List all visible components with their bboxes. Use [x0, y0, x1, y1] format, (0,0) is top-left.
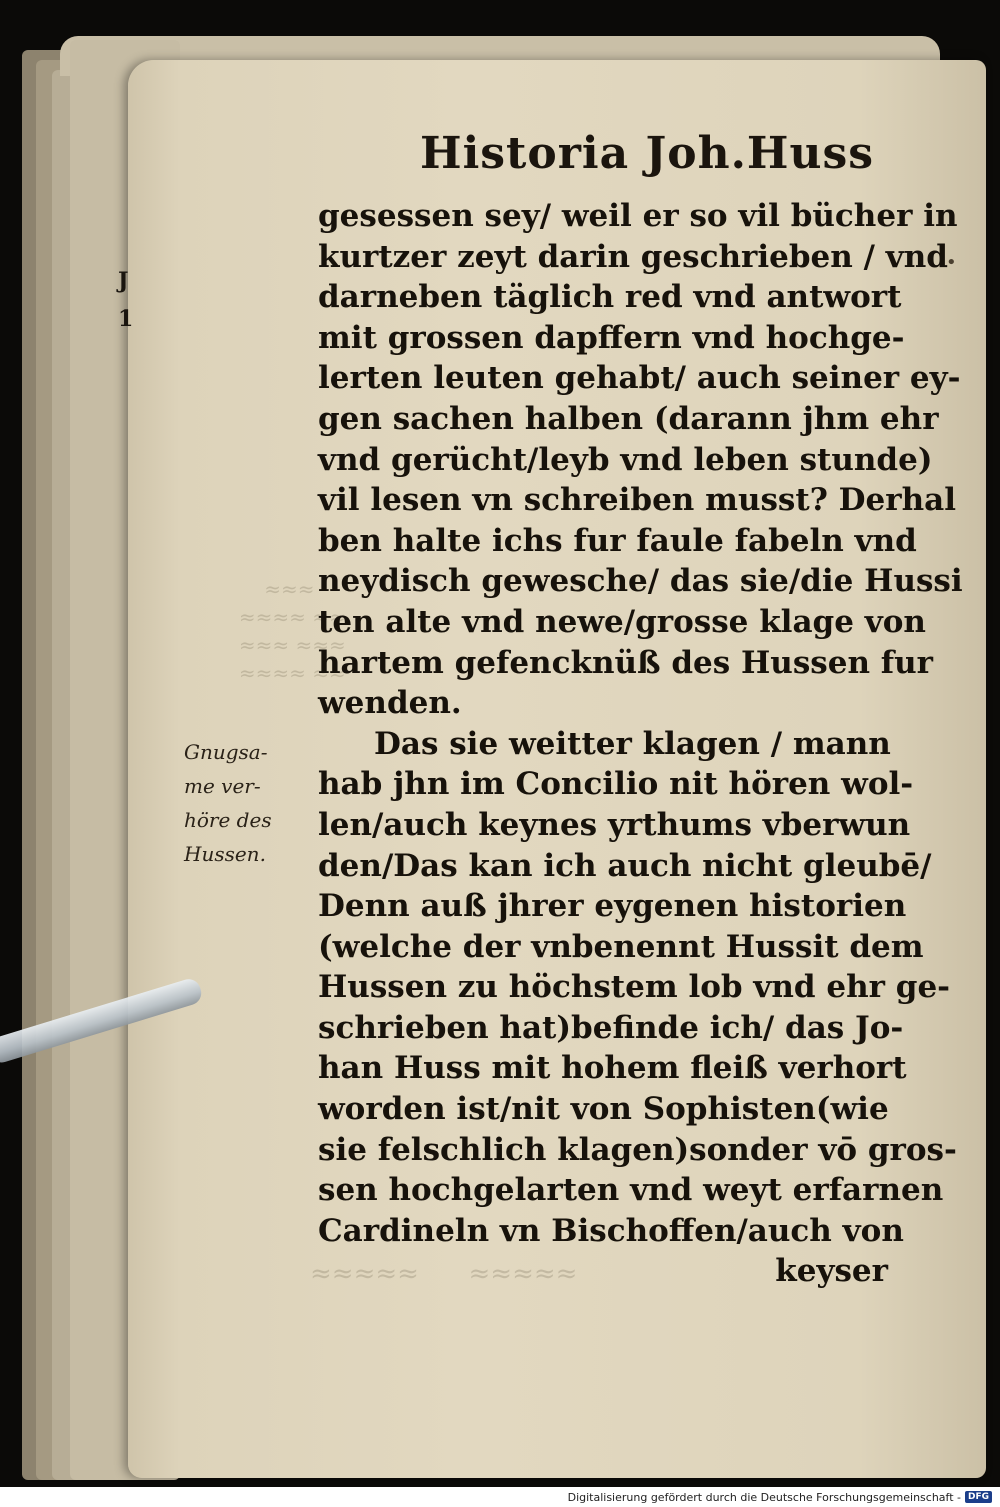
text-line: mit grossen dapffern vnd hochge- — [318, 319, 905, 356]
text-line: worden ist/nit von Sophisten(wie — [318, 1091, 889, 1128]
ink-dot: • — [946, 252, 957, 273]
text-line: Denn auß jhrer eygenen historien — [318, 888, 907, 925]
text-line: sie felschlich klagen)sonder vō gros- — [318, 1131, 957, 1168]
previous-page-marks: J 1 — [118, 268, 134, 332]
text-line: gen sachen halben (darann jhm ehr — [318, 400, 939, 437]
marginal-note-line: Gnugsa- — [184, 740, 268, 764]
text-line: han Huss mit hohem fleiß verhort — [318, 1050, 907, 1087]
text-line: len/auch keynes yrthums vberwun — [318, 806, 911, 843]
digitization-footer — [0, 1487, 1000, 1507]
text-line: Cardineln vn Bischoffen/auch von — [318, 1212, 904, 1249]
text-line: schrieben hat)befinde ich/ das Jo- — [318, 1009, 904, 1046]
bleed-through: ≈≈≈ ≈≈≈≈ ≈≈ ≈≈≈ ≈≈≈ ≈≈≈≈ ≈≈ — [238, 577, 346, 685]
text-line: kurtzer zeyt darin geschrieben / vnd — [318, 238, 948, 275]
text-line: neydisch gewesche/ das sie/die Hussi — [318, 563, 963, 600]
text-line: Das sie weitter klagen / mann — [374, 725, 891, 762]
text-line: gesessen sey/ weil er so vil bücher in — [318, 198, 958, 234]
text-line: wenden. — [318, 685, 462, 722]
marginal-note-line: me ver- — [184, 774, 261, 798]
footer-credit: Digitalisierung gefördert durch die Deutsche Forschungsgemeinschaft - — [567, 1490, 961, 1504]
body-text — [318, 196, 963, 1292]
text-line: den/Das kan ich auch nicht gleubē/ — [318, 847, 932, 884]
text-line: (welche der vnbenennt Hussit dem — [318, 928, 924, 965]
text-line: lerten leuten gehabt/ auch seiner ey- — [318, 360, 961, 397]
text-line: hartem gefencknüß des Hussen fur — [318, 644, 934, 681]
marginal-note-line: höre des — [184, 808, 272, 832]
text-line: hab jhn im Concilio nit hören wol- — [318, 766, 914, 803]
text-line: darneben täglich red vnd antwort — [318, 279, 902, 316]
marginal-note — [184, 735, 304, 871]
text-line: ten alte vnd newe/grosse klage von — [318, 603, 926, 640]
catchword: keyser — [775, 1253, 888, 1290]
text-line: vil lesen vn schreiben musst? Derhal — [318, 482, 956, 519]
bleed-through: ≈≈≈≈≈ ≈≈≈≈≈ — [310, 1259, 578, 1289]
running-head: Historia Joh.Huss — [420, 128, 875, 179]
text-line: Hussen zu höchstem lob vnd ehr ge- — [318, 969, 951, 1006]
marginal-note-line: Hussen. — [184, 842, 266, 866]
text-line: ben halte ichs fur faule fabeln vnd — [318, 522, 917, 559]
text-line: vnd gerücht/leyb vnd leben stunde) — [318, 441, 933, 478]
text-line: sen hochgelarten vnd weyt erfarnen — [318, 1172, 944, 1209]
dfg-logo: DFG — [965, 1491, 992, 1503]
